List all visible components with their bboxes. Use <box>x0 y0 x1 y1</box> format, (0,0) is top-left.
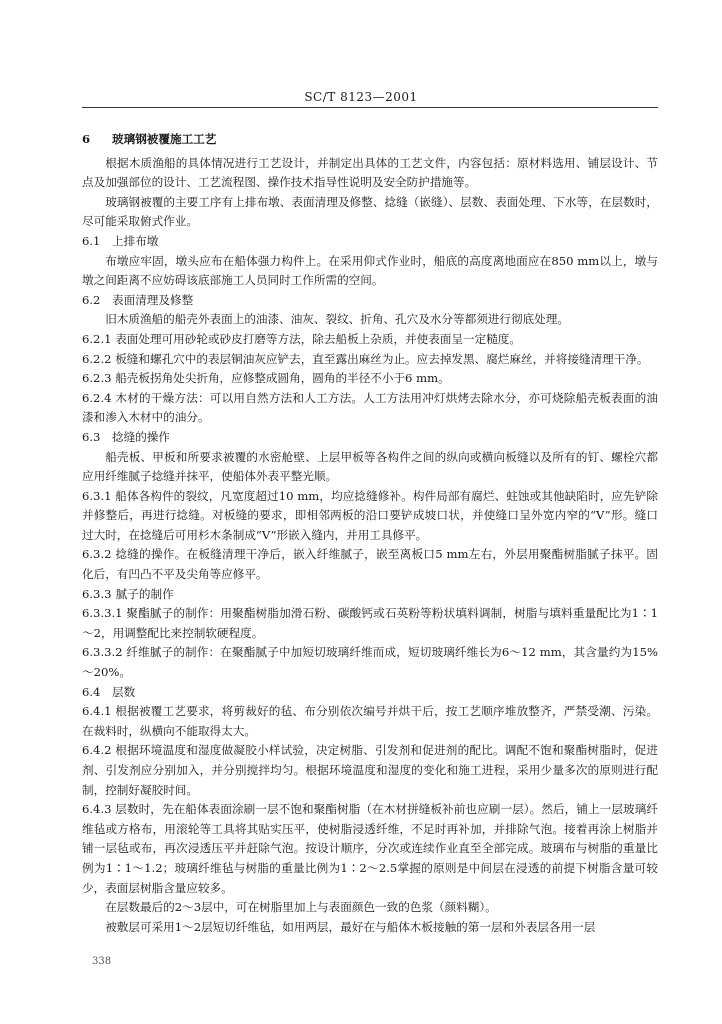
clause-number: 6.2.4 <box>82 390 112 405</box>
clause-text: 船壳板拐角处尖折角，应修整成圆角，圆角的半径不小于6 mm。 <box>115 371 450 386</box>
paragraph-mat-layers: 被敷层可采用1～2层短切纤维毡，如用两层，最好在与船体木板接触的第一层和外表层各用一层 <box>105 919 596 934</box>
clause-text: 表面处理可用砂轮或砂皮打磨等方法，除去船板上杂质，并使表面呈一定糙度。 <box>115 331 521 346</box>
clause-6-3-1 <box>82 487 658 546</box>
paragraph-color-paste: 在层数最后的2～3层中，可在树脂里加上与表面颜色一致的色浆（颜料糊）。 <box>105 900 497 915</box>
clause-6-2-2 <box>82 350 658 370</box>
clause-number: 6.4.3 <box>82 802 112 817</box>
clause-6-3-2 <box>82 545 658 584</box>
clause-6-3-3-1 <box>82 604 658 643</box>
heading-number: 6.3.3 <box>82 586 112 601</box>
header-rule <box>82 107 658 108</box>
heading-number: 6.2 <box>82 292 101 307</box>
intro-paragraph-1: 根据木质渔船的具体情况进行工艺设计，并制定出具体的工艺文件，内容包括：原材料选用、铺层设计、节点及加强部位的设计、工艺流程图、操作技术指导性说明及安全防护措施等。 <box>82 155 658 190</box>
heading-title: 上排布墩 <box>112 233 159 248</box>
clause-number: 6.4.2 <box>82 743 112 758</box>
clause-text: 木材的干燥方法：可以用自然方法和人工方法。人工方法用冲灯烘烤去除水分，亦可烧除船壳板表面的油漆和渗入木材中的油分。 <box>82 390 659 425</box>
standard-code-header: SC/T 8123—2001 <box>304 90 418 104</box>
clause-text: 层数时，先在船体表面涂刷一层不饱和聚酯树脂（在木材拼缝板补前也应刷一层）。然后，铺上一层玻璃纤维毡或方格布，用滚轮等工具将其贴实压平，使树脂浸透纤维，不足时再补加，并排除气泡。接着再涂上树脂并铺一层毡或布，再次浸透压平并赶除气泡。按设计顺序，分次或连续作业直至全部完成。玻璃布与树脂的重量比例为1∶1～1.2；玻璃纤维毡与树脂的重量比例为1∶2～2.5掌握的原则是中间层在浸透的前提下树脂含量可较少，表面层树脂含量应较多。 <box>82 802 658 895</box>
heading-6-3-3 <box>82 585 658 605</box>
clause-number: 6.2.1 <box>82 331 112 346</box>
heading-title: 捻缝的操作 <box>112 429 170 444</box>
intro-paragraph-2: 玻璃钢被覆的主要工序有上排布墩、表面清理及修整、捻缝（嵌缝）、层数、表面处理、下水等，在层数时，尽可能采取俯式作业。 <box>82 194 658 229</box>
paragraph-6-2: 旧木质渔船的船壳外表面上的油漆、油灰、裂纹、折角、孔穴及水分等都须进行彻底处理。 <box>105 312 569 327</box>
clause-text: 船体各构件的裂纹，凡宽度超过10 mm，均应捻缝修补。构件局部有腐烂、蛀蚀或其他缺陷时，应先铲除并修整后，再进行捻缝。对板缝的要求，即相邻两板的沿口要铲成坡口状，并使缝口呈外宽内窄的“V”形。缝口过大时，在捻缝后可用杉木条制成“V”形嵌入缝内，并用工具修平。 <box>82 488 658 542</box>
section-number: 6 <box>82 132 91 146</box>
heading-6-1 <box>82 232 658 252</box>
clause-text: 板缝和螺孔穴中的表层铜油灰应铲去，直至露出麻丝为止。应去掉发黑、腐烂麻丝，并将接缝清理干净。 <box>115 351 649 366</box>
clause-6-2-1 <box>82 330 658 350</box>
heading-title: 层数 <box>112 684 136 699</box>
clause-number: 6.2.3 <box>82 371 112 386</box>
clause-number: 6.3.3.1 <box>82 606 123 621</box>
heading-6-3 <box>82 428 658 448</box>
clause-number: 6.2.2 <box>82 351 112 366</box>
section-title: 玻璃钢被覆施工工艺 <box>112 132 217 146</box>
heading-6-4 <box>82 683 658 703</box>
section-6-heading <box>82 130 658 150</box>
heading-number: 6.3 <box>82 429 101 444</box>
clause-number: 6.3.3.2 <box>82 645 123 660</box>
clause-6-3-3-2 <box>82 643 658 682</box>
clause-text: 聚酯腻子的制作：用聚酯树脂加滑石粉、碳酸钙或石英粉等粉状填料调制，树脂与填料重量配比为1∶1～2，用调整配比来控制软硬程度。 <box>82 606 658 640</box>
clause-text: 捻缝的操作。在板缝清理干净后，嵌入纤维腻子，嵌至离板口5 mm左右，外层用聚酯树脂腻子抹平。固化后，有凹凸不平及尖角等应修平。 <box>82 547 658 582</box>
heading-number: 6.4 <box>82 684 101 699</box>
clause-6-4-3 <box>82 800 658 898</box>
clause-6-4-2 <box>82 741 658 800</box>
clause-text: 根据被覆工艺要求，将剪裁好的毡、布分别依次编号并烘干后，按工艺顺序堆放整齐，严禁受潮、污染。在裁料时，纵横向不能取得太大。 <box>82 704 659 738</box>
clause-6-2-4 <box>82 389 658 428</box>
clause-number: 6.3.2 <box>82 547 112 562</box>
document-body <box>82 128 658 937</box>
heading-title: 腻子的制作 <box>115 586 174 601</box>
clause-text: 根据环境温度和湿度做凝胶小样试验，决定树脂、引发剂和促进剂的配比。调配不饱和聚酯树脂时，促进剂、引发剂应分别加入，并分别搅拌均匀。根据环境温度和湿度的变化和施工进程，采用少量多次的原则进行配制，控制好凝胶时间。 <box>82 743 659 797</box>
page-number: 338 <box>92 956 112 967</box>
clause-6-2-3 <box>82 369 658 389</box>
heading-number: 6.1 <box>82 233 101 248</box>
heading-6-2 <box>82 291 658 311</box>
paragraph-6-3: 船壳板、甲板和所要求被覆的水密舱壁、上层甲板等各构件之间的纵向或横向板缝以及所有的钉、螺栓穴都应用纤维腻子捻缝并抹平，使船体外表平整光顺。 <box>82 449 658 484</box>
clause-number: 6.4.1 <box>82 704 112 719</box>
clause-6-4-1 <box>82 702 658 741</box>
paragraph-6-1: 布墩应牢固，墩头应布在船体强力构件上。在采用仰式作业时，船底的高度离地面应在850 mm以上，墩与墩之间距离不应妨碍该底部施工人员同时工作所需的空间。 <box>82 253 658 288</box>
clause-text: 纤维腻子的制作：在聚酯腻子中加短切玻璃纤维而成，短切玻璃纤维长为6～12 mm，其含量约为15%～20%。 <box>82 645 658 680</box>
heading-title: 表面清理及修整 <box>112 292 194 307</box>
clause-number: 6.3.1 <box>82 488 112 503</box>
